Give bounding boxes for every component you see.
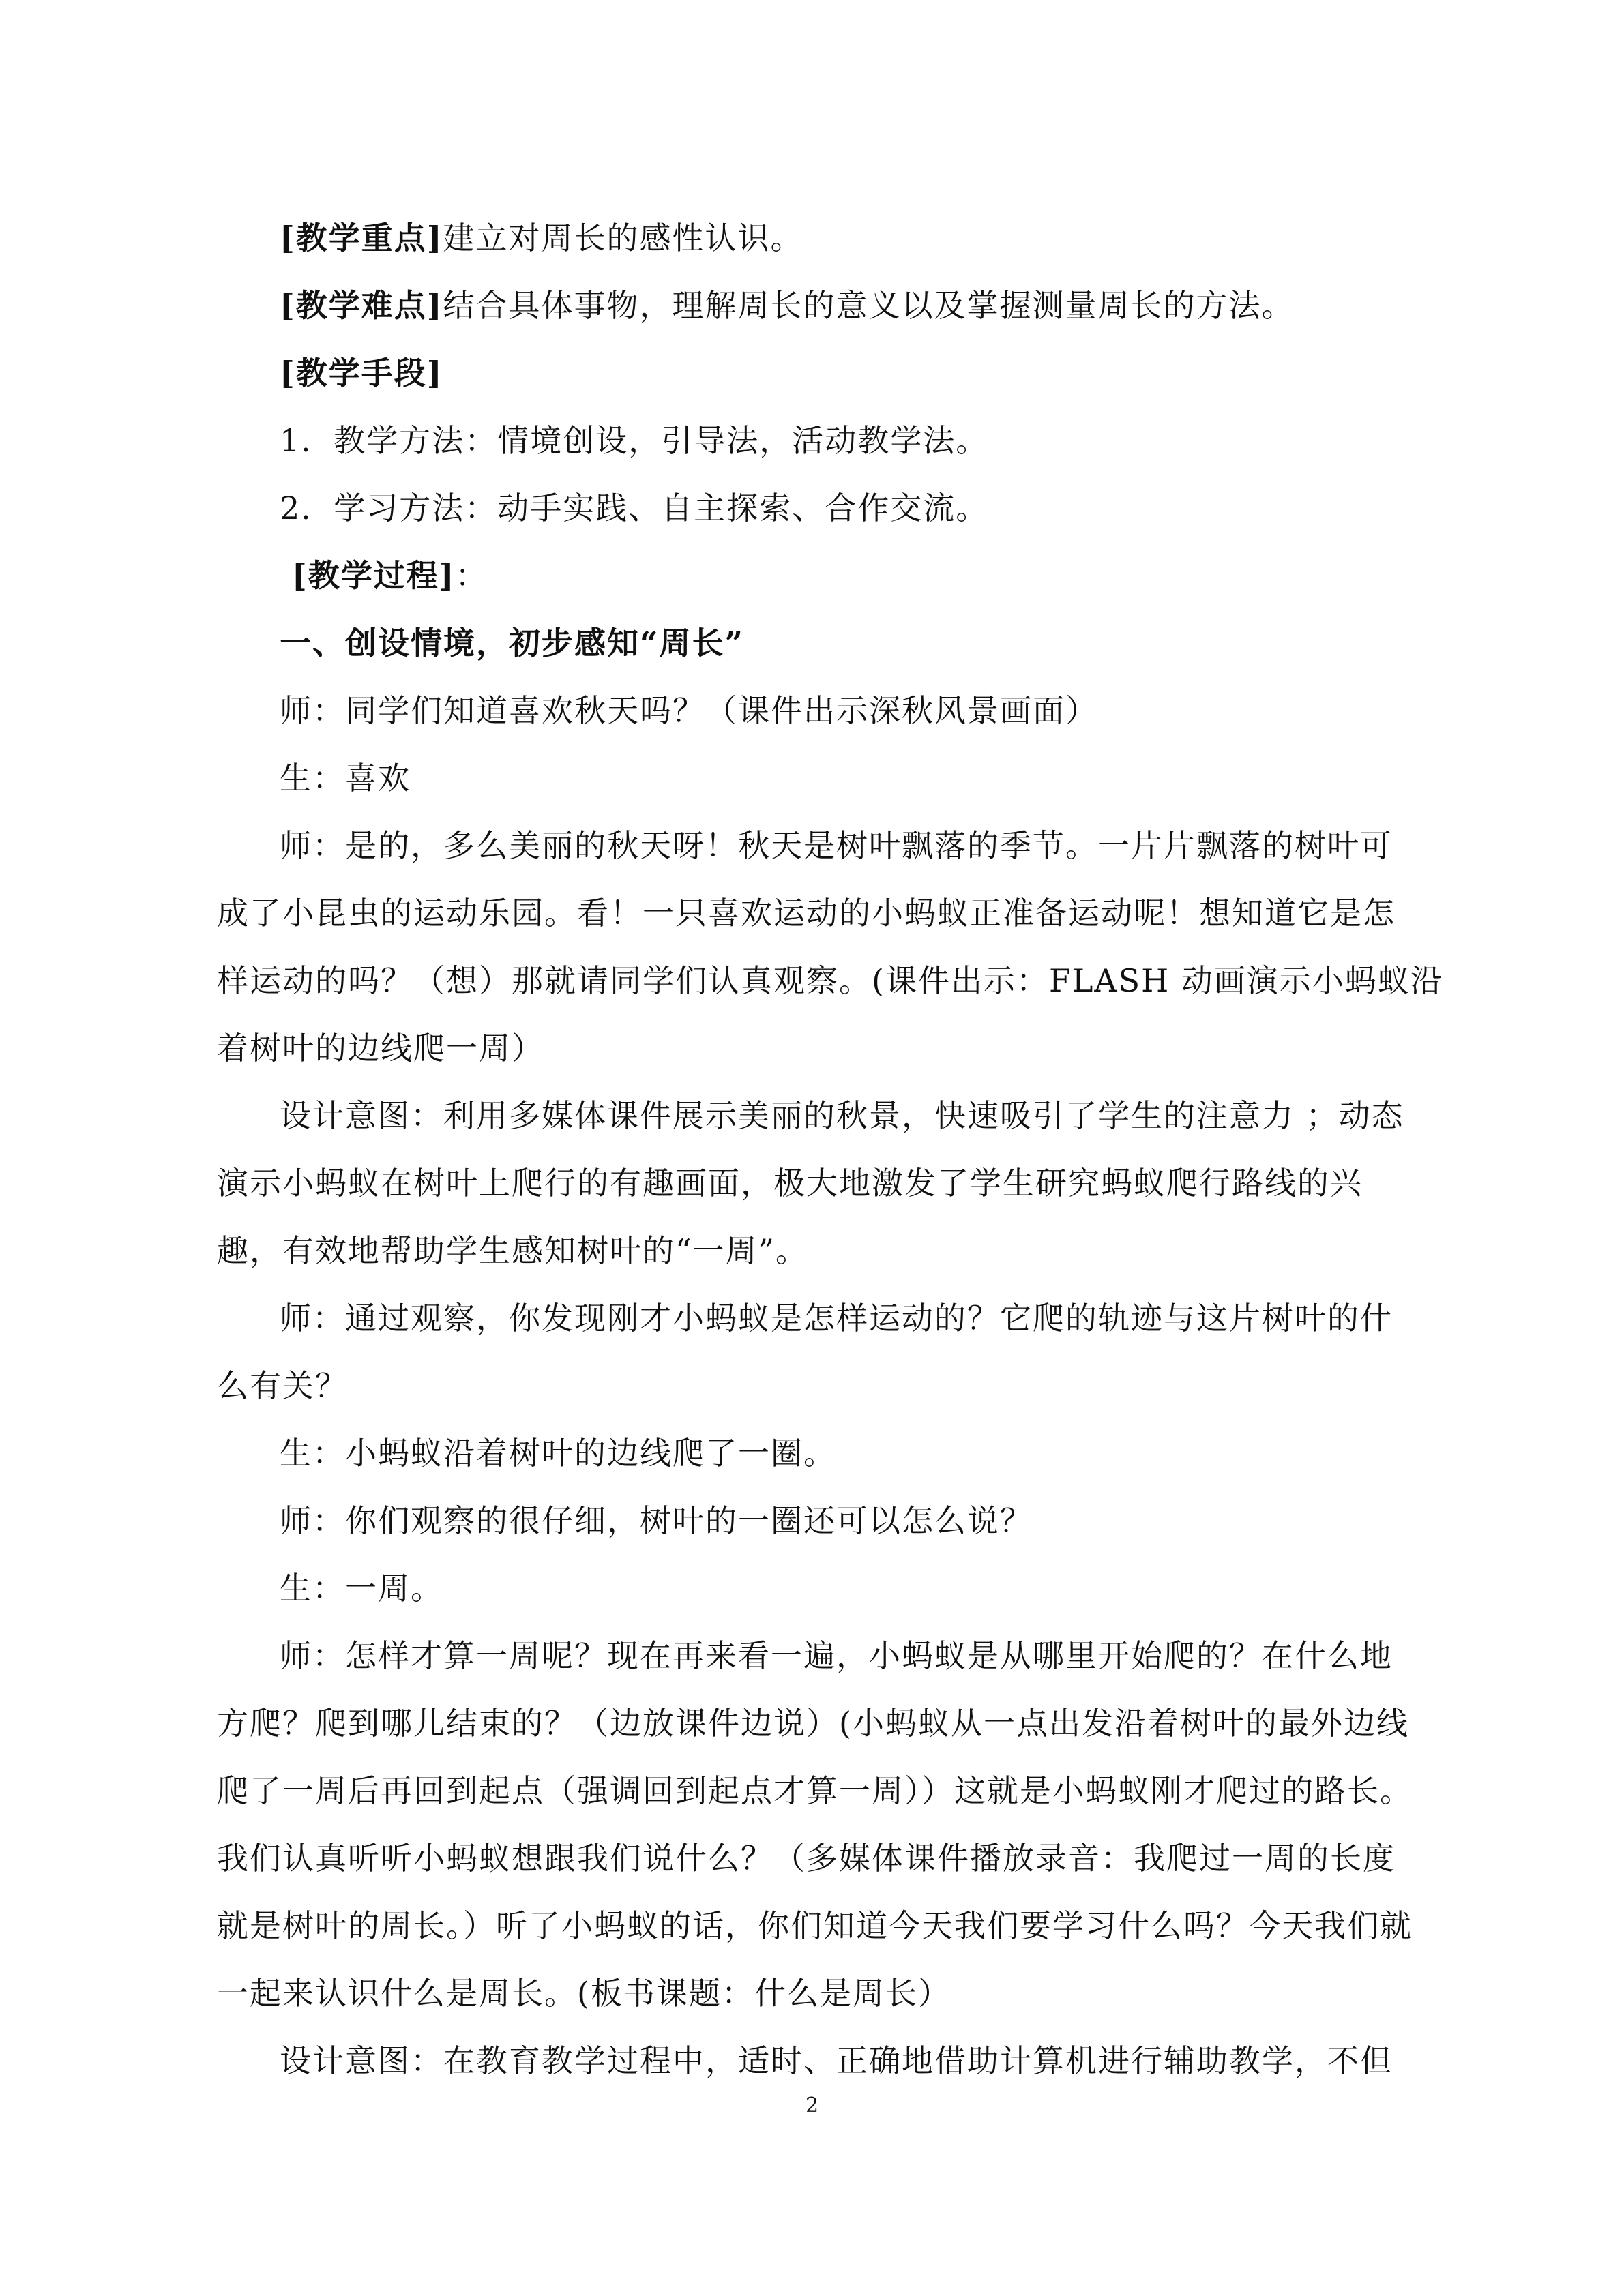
line-text: 样运动的吗？（想）那就请同学们认真观察。(课件出示：FLASH 动画演示小蚂蚁沿: [217, 962, 1443, 999]
line-text: 着树叶的边线爬一周）: [217, 1030, 544, 1067]
text-line: [217, 745, 1417, 812]
line-text: 演示小蚂蚁在树叶上爬行的有趣画面，极大地激发了学生研究蚂蚁爬行路线的兴: [217, 1165, 1363, 1202]
text-line: [217, 1015, 1417, 1082]
line-text: 就是树叶的周长。）听了小蚂蚁的话，你们知道今天我们要学习什么吗？今天我们就: [217, 1907, 1413, 1944]
text-line: [217, 1420, 1417, 1487]
line-text: 方爬？爬到哪儿结束的？（边放课件边说）(小蚂蚁从一点出发沿着树叶的最外边线: [217, 1705, 1409, 1742]
text-line: [217, 272, 1417, 340]
line-text: 师：你们观察的很仔细，树叶的一圈还可以怎么说？: [280, 1502, 1033, 1539]
text-line: [217, 475, 1417, 542]
line-text: 生：小蚂蚁沿着树叶的边线爬了一圈。: [280, 1435, 836, 1472]
line-text: ：: [455, 557, 488, 594]
line-text: 么有关？: [217, 1367, 348, 1404]
text-line: [217, 1150, 1417, 1217]
line-text: 成了小昆虫的运动乐园。看！一只喜欢运动的小蚂蚁正准备运动呢！想知道它是怎: [217, 895, 1396, 931]
text-line: [217, 947, 1443, 1015]
line-text: 师：同学们知道喜欢秋天吗？（课件出示深秋风景画面）: [280, 692, 1098, 729]
line-text: 建立对周长的感性认识。: [443, 220, 803, 256]
text-line: [217, 1217, 1417, 1285]
line-text: 1．教学方法：情境创设，引导法，活动教学法。: [280, 422, 989, 459]
page-number: 2: [805, 2093, 819, 2117]
line-text: 师：通过观察，你发现刚才小蚂蚁是怎样运动的？它爬的轨迹与这片树叶的什: [280, 1300, 1393, 1337]
text-line: [217, 1622, 1417, 1690]
text-line: [217, 1352, 1417, 1420]
line-text: 趣，有效地帮助学生感知树叶的“一周”。: [217, 1232, 809, 1269]
text-line: [217, 1285, 1417, 1352]
document-body: [217, 205, 1443, 2095]
text-line: [217, 880, 1417, 947]
line-text: 生：一周。: [280, 1570, 443, 1607]
text-line: [217, 205, 1417, 272]
section-label: 一、创设情境，初步感知“周长”: [280, 625, 744, 661]
text-line: [217, 1825, 1417, 1892]
line-text: 设计意图：利用多媒体课件展示美丽的秋景，快速吸引了学生的注意力 ；动态: [280, 1097, 1404, 1134]
line-text: 师：怎样才算一周呢？现在再来看一遍，小蚂蚁是从哪里开始爬的？在什么地: [280, 1637, 1393, 1674]
text-line: [217, 1082, 1417, 1150]
text-line: [217, 2027, 1417, 2095]
section-label: [教学难点]: [280, 287, 443, 324]
text-line: [217, 610, 1417, 677]
line-text: 结合具体事物，理解周长的意义以及掌握测量周长的方法。: [443, 287, 1295, 324]
line-text: 设计意图：在教育教学过程中，适时、正确地借助计算机进行辅助教学，不但: [280, 2042, 1393, 2079]
line-text: 师：是的，多么美丽的秋天呀！秋天是树叶飘落的季节。一片片飘落的树叶可: [280, 827, 1393, 864]
text-line: [217, 812, 1417, 880]
text-line: [217, 1960, 1417, 2027]
text-line: [217, 1555, 1417, 1622]
line-text: 生：喜欢: [280, 760, 411, 796]
section-label: [教学过程]: [292, 557, 456, 594]
text-line: [217, 1487, 1417, 1555]
text-line: [217, 407, 1417, 475]
line-text: 我们认真听听小蚂蚁想跟我们说什么？（多媒体课件播放录音：我爬过一周的长度: [217, 1840, 1396, 1877]
line-text: 2．学习方法：动手实践、自主探索、合作交流。: [280, 490, 989, 526]
text-line: [217, 1757, 1417, 1825]
text-line: [217, 1892, 1417, 1960]
text-line: [217, 677, 1417, 745]
text-line: [217, 1690, 1417, 1757]
line-text: 爬了一周后再回到起点（强调回到起点才算一周））这就是小蚂蚁刚才爬过的路长。: [217, 1772, 1413, 1809]
section-label: [教学手段]: [280, 355, 443, 391]
line-text: 一起来认识什么是周长。(板书课题：什么是周长）: [217, 1975, 951, 2012]
section-label: [教学重点]: [280, 220, 443, 256]
text-line: [217, 340, 1417, 407]
text-line: [217, 542, 1417, 610]
